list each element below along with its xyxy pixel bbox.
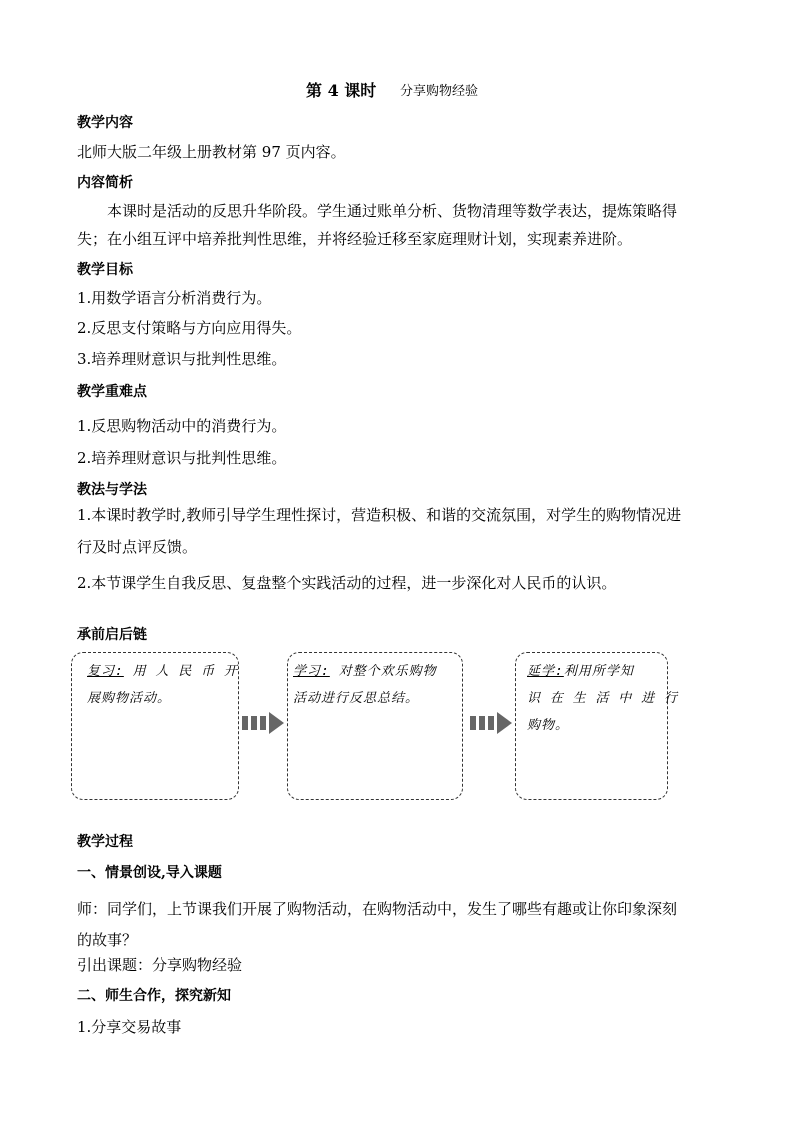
- key-point-2: 2.培养理财意识与批判性思维。: [77, 449, 287, 467]
- heading-key-points: 教学重难点: [77, 384, 147, 400]
- brief-line-2: 失；在小组互评中培养批判性思维，并将经验迁移至家庭理财计划，实现素养进阶。: [77, 230, 633, 248]
- heading-process: 教学过程: [77, 834, 133, 850]
- lesson-title: 第 4 课时: [306, 81, 377, 100]
- lesson-subtitle: 分享购物经验: [400, 84, 479, 99]
- method-2: 2.本节课学生自我反思、复盘整个实践活动的过程，进一步深化对人民币的认识。: [77, 574, 617, 592]
- chain-learn-line2: 活动进行反思总结。: [293, 691, 420, 706]
- key-point-1: 1.反思购物活动中的消费行为。: [77, 417, 287, 435]
- heading-part-2: 二、师生合作，探究新知: [77, 988, 231, 1004]
- method-1-line-1: 1.本课时教学时,教师引导学生理性探讨，营造积极、和谐的交流氛围，对学生的购物情况进: [77, 506, 682, 524]
- chain-review-line1: 用 人 民 币 开: [123, 664, 238, 679]
- heading-goals: 教学目标: [77, 262, 133, 278]
- goal-item-3: 3.培养理财意识与批判性思维。: [77, 350, 287, 368]
- part-1-line-2: 的故事？: [77, 931, 138, 949]
- heading-part-1: 一、情景创设,导入课题: [77, 865, 222, 881]
- heading-chain: 承前启后链: [77, 627, 147, 643]
- goal-item-1: 1.用数学语言分析消费行为。: [77, 289, 272, 307]
- chain-box-review-text: [87, 658, 238, 712]
- chain-review-line2: 展购物活动。: [87, 691, 172, 706]
- chain-extend-line3: 购物。: [527, 718, 570, 733]
- heading-methods: 教法与学法: [77, 482, 147, 498]
- content-text: 北师大版二年级上册教材第 97 页内容。: [77, 143, 346, 161]
- chain-extend-line1: 利用所学知: [563, 664, 634, 679]
- arrow-right-icon: [470, 710, 514, 736]
- brief-line-1: 本课时是活动的反思升华阶段。学生通过账单分析、货物清理等数学表达，提炼策略得: [107, 202, 678, 220]
- chain-learn-line1: 对整个欢乐购物: [329, 664, 437, 679]
- chain-box-learn-text: [293, 658, 437, 712]
- chain-review-label: 复习:: [87, 664, 124, 679]
- part-2-item-1: 1.分享交易故事: [77, 1018, 182, 1036]
- heading-content: 教学内容: [77, 115, 133, 131]
- heading-brief: 内容简析: [77, 175, 133, 191]
- goal-item-2: 2.反思支付策略与方向应用得失。: [77, 319, 302, 337]
- chain-extend-line2: 识 在 生 活 中 进 行: [527, 691, 678, 706]
- part-1-line-3: 引出课题：分享购物经验: [77, 956, 243, 974]
- part-1-line-1: 师：同学们，上节课我们开展了购物活动，在购物活动中，发生了哪些有趣或让你印象深刻: [77, 900, 678, 918]
- chain-extend-label: 延学:: [527, 664, 564, 679]
- arrow-right-icon: [242, 710, 286, 736]
- chain-box-extend-text: [527, 658, 678, 739]
- method-1-line-2: 行及时点评反馈。: [77, 538, 198, 556]
- chain-learn-label: 学习:: [293, 664, 330, 679]
